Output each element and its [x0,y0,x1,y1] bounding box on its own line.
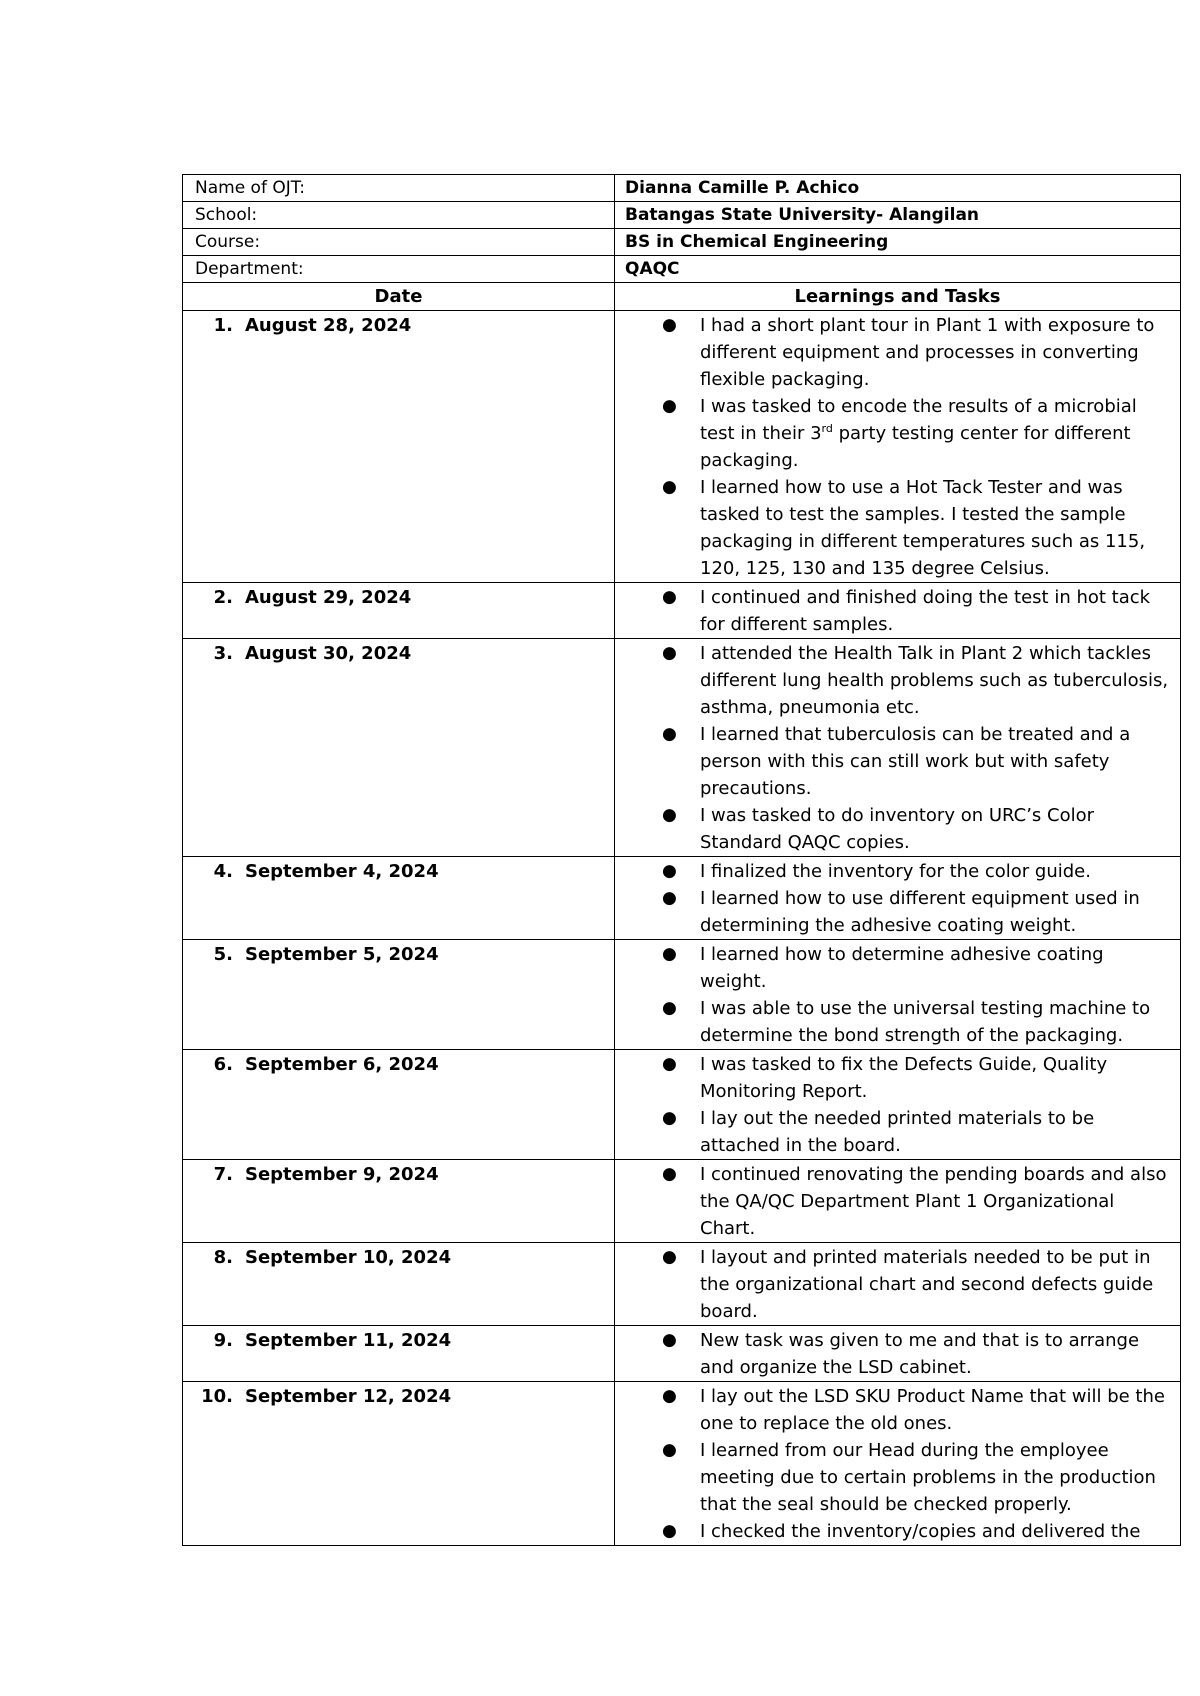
entry-number: 8. [213,1247,233,1268]
entry-row [183,1382,1181,1546]
task-text: I learned how to determine adhesive coating weight. [700,944,1104,992]
entry-date-cell [183,639,615,857]
entry-date: August 29, 2024 [245,587,412,608]
school-row [183,202,1181,229]
bullet-icon: ● [662,643,677,663]
task-item [615,995,1174,1049]
task-list [615,639,1180,856]
task-text: I continued renovating the pending boards and also the QA/QC Department Plant 1 Organizational Chart. [700,1164,1167,1239]
entry-date-cell [183,1160,615,1243]
task-item [615,721,1174,802]
entry-tasks-cell [615,1382,1181,1546]
entry-row [183,1326,1181,1382]
task-text: I lay out the LSD SKU Product Name that will be the one to replace the old ones. [700,1386,1165,1434]
bullet-icon: ● [662,396,677,416]
bullet-icon: ● [662,1440,677,1460]
entry-tasks-cell [615,583,1181,639]
bullet-icon: ● [662,1386,677,1406]
entry-date: September 11, 2024 [245,1330,452,1351]
entry-tasks-cell [615,1326,1181,1382]
bullet-icon: ● [662,477,677,497]
entry-date-cell [183,1326,615,1382]
task-text: I finalized the inventory for the color guide. [700,861,1091,882]
entry-date: August 30, 2024 [245,643,412,664]
bullet-icon: ● [662,1521,677,1541]
entry-row [183,1160,1181,1243]
task-text: I was tasked to encode the results of a microbial test in their 3rd party testing center for different packaging. [700,396,1137,471]
task-item [615,312,1174,393]
school-value: Batangas State University- Alangilan [615,202,1181,229]
task-text: I had a short plant tour in Plant 1 with exposure to different equipment and processes in converting flexible packaging. [700,315,1155,390]
task-list [615,1382,1180,1545]
entry-tasks-cell [615,311,1181,583]
entry-row [183,857,1181,940]
date-column-header: Date [183,283,615,311]
name-label: Name of OJT: [183,175,615,202]
task-item [615,1105,1174,1159]
task-text: I layout and printed materials needed to be put in the organizational chart and second defects guide board. [700,1247,1154,1322]
task-item [615,858,1174,885]
name-value: Dianna Camille P. Achico [615,175,1181,202]
entry-date: September 12, 2024 [245,1386,452,1407]
task-list [615,583,1180,638]
task-item [615,802,1174,856]
entry-tasks-cell [615,1160,1181,1243]
entry-date-cell [183,1243,615,1326]
entry-number: 9. [213,1330,233,1351]
department-value: QAQC [615,256,1181,283]
task-item [615,584,1174,638]
entry-number: 3. [213,643,233,664]
bullet-icon: ● [662,315,677,335]
entry-date-cell [183,1382,615,1546]
entry-tasks-cell [615,857,1181,940]
entry-row [183,583,1181,639]
bullet-icon: ● [662,1108,677,1128]
task-item [615,1051,1174,1105]
entry-number: 7. [213,1164,233,1185]
entry-tasks-cell [615,639,1181,857]
department-label: Department: [183,256,615,283]
task-text: I learned how to use different equipment used in determining the adhesive coating weight. [700,888,1140,936]
entry-date-cell [183,311,615,583]
task-item [615,474,1174,582]
entry-number: 2. [213,587,233,608]
entry-row [183,311,1181,583]
bullet-icon: ● [662,805,677,825]
task-text: I was tasked to fix the Defects Guide, Quality Monitoring Report. [700,1054,1108,1102]
bullet-icon: ● [662,998,677,1018]
task-item [615,640,1174,721]
task-item [615,1518,1174,1545]
entry-date: September 4, 2024 [245,861,439,882]
entry-date-cell [183,857,615,940]
task-text: New task was given to me and that is to arrange and organize the LSD cabinet. [700,1330,1140,1378]
column-header-row [183,283,1181,311]
entry-number: 5. [213,944,233,965]
entry-date: September 5, 2024 [245,944,439,965]
bullet-icon: ● [662,1054,677,1074]
task-text: I lay out the needed printed materials to be attached in the board. [700,1108,1095,1156]
entry-number: 6. [213,1054,233,1075]
task-text: I checked the inventory/copies and delivered the [700,1521,1141,1542]
department-row [183,256,1181,283]
entry-number: 4. [213,861,233,882]
task-list [615,1050,1180,1159]
task-list [615,311,1180,582]
bullet-icon: ● [662,724,677,744]
task-item [615,1437,1174,1518]
entry-row [183,639,1181,857]
task-text: I learned that tuberculosis can be treated and a person with this can still work but with safety precautions. [700,724,1131,799]
entry-number: 10. [201,1386,233,1407]
entry-row [183,1243,1181,1326]
task-list [615,857,1180,939]
name-row [183,175,1181,202]
task-item [615,1327,1174,1381]
bullet-icon: ● [662,587,677,607]
task-list [615,1243,1180,1325]
task-item [615,885,1174,939]
task-item [615,393,1174,474]
task-list [615,1326,1180,1381]
task-text: I continued and finished doing the test in hot tack for different samples. [700,587,1151,635]
task-item [615,941,1174,995]
task-text: I was tasked to do inventory on URC’s Color Standard QAQC copies. [700,805,1095,853]
task-item [615,1161,1174,1242]
task-text: I attended the Health Talk in Plant 2 which tackles different lung health problems such as tuberculosis, asthma, pneumonia etc. [700,643,1169,718]
task-text: I was able to use the universal testing machine to determine the bond strength of the packaging. [700,998,1151,1046]
entry-date: September 9, 2024 [245,1164,439,1185]
bullet-icon: ● [662,888,677,908]
entry-date: September 6, 2024 [245,1054,439,1075]
course-value: BS in Chemical Engineering [615,229,1181,256]
task-list [615,940,1180,1049]
entry-date-cell [183,583,615,639]
entry-tasks-cell [615,1050,1181,1160]
task-list [615,1160,1180,1242]
entry-row [183,1050,1181,1160]
entry-row [183,940,1181,1050]
entry-tasks-cell [615,940,1181,1050]
school-label: School: [183,202,615,229]
task-text: I learned how to use a Hot Tack Tester and was tasked to test the samples. I tested the sample packaging in different temperatures such as 115, 120, 125, 130 and 135 degree Celsius. [700,477,1146,579]
bullet-icon: ● [662,1330,677,1350]
task-item [615,1383,1174,1437]
bullet-icon: ● [662,1164,677,1184]
bullet-icon: ● [662,861,677,881]
course-label: Course: [183,229,615,256]
entry-date: September 10, 2024 [245,1247,452,1268]
ojt-report-table [182,174,1181,1546]
bullet-icon: ● [662,1247,677,1267]
entry-date: August 28, 2024 [245,315,412,336]
task-item [615,1244,1174,1325]
entry-tasks-cell [615,1243,1181,1326]
task-text: I learned from our Head during the employee meeting due to certain problems in the production that the seal should be checked properly. [700,1440,1156,1515]
entry-number: 1. [213,315,233,336]
entry-date-cell [183,1050,615,1160]
tasks-column-header: Learnings and Tasks [615,283,1181,311]
entry-date-cell [183,940,615,1050]
bullet-icon: ● [662,944,677,964]
course-row [183,229,1181,256]
